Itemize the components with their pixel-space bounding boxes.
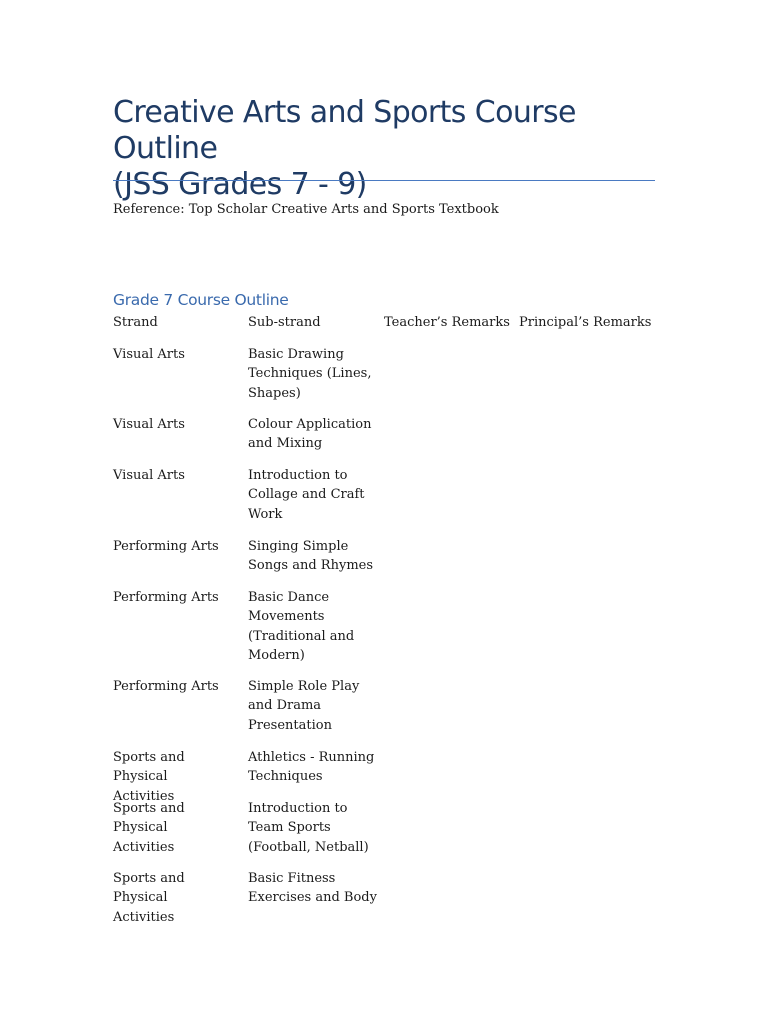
sub-strand-cell: Basic Dance Movements (Traditional and Modern) [248,590,355,663]
document-title [113,95,673,203]
sub-strand-cell: Singing Simple Songs and Rhymes [248,539,374,574]
sub-strand-cell: Simple Role Play and Drama Presentation [248,679,360,733]
strand-cell: Visual Arts [113,417,185,432]
title-underline-divider [113,180,655,181]
column-header-principals-remarks: Principal’s Remarks [519,315,652,330]
reference-text: Reference: Top Scholar Creative Arts and Sports Textbook [113,202,499,217]
sub-strand-cell: Athletics - Running Techniques [248,750,375,785]
strand-cell: Performing Arts [113,590,219,605]
strand-cell: Sports and Physical Activities [113,750,185,804]
column-header-sub-strand: Sub-strand [248,315,321,330]
strand-cell: Sports and Physical Activities [113,871,185,925]
strand-cell: Visual Arts [113,468,185,483]
grade-7-heading: Grade 7 Course Outline [113,291,289,309]
strand-cell: Performing Arts [113,679,219,694]
column-header-strand: Strand [113,315,158,330]
sub-strand-cell: Introduction to Collage and Craft Work [248,468,365,522]
strand-cell: Performing Arts [113,539,219,554]
sub-strand-cell: Basic Drawing Techniques (Lines, Shapes) [248,347,372,401]
strand-cell: Visual Arts [113,347,185,362]
strand-cell: Sports and Physical Activities [113,801,185,855]
document-title-line-2: (JSS Grades 7 - 9) [113,167,367,202]
column-header-teachers-remarks: Teacher’s Remarks [384,315,510,330]
sub-strand-cell: Colour Application and Mixing [248,417,372,452]
document-title-line-1: Creative Arts and Sports Course Outline [113,95,576,166]
sub-strand-cell: Introduction to Team Sports (Football, Netball) [248,801,369,855]
sub-strand-cell: Basic Fitness Exercises and Body [248,871,377,906]
